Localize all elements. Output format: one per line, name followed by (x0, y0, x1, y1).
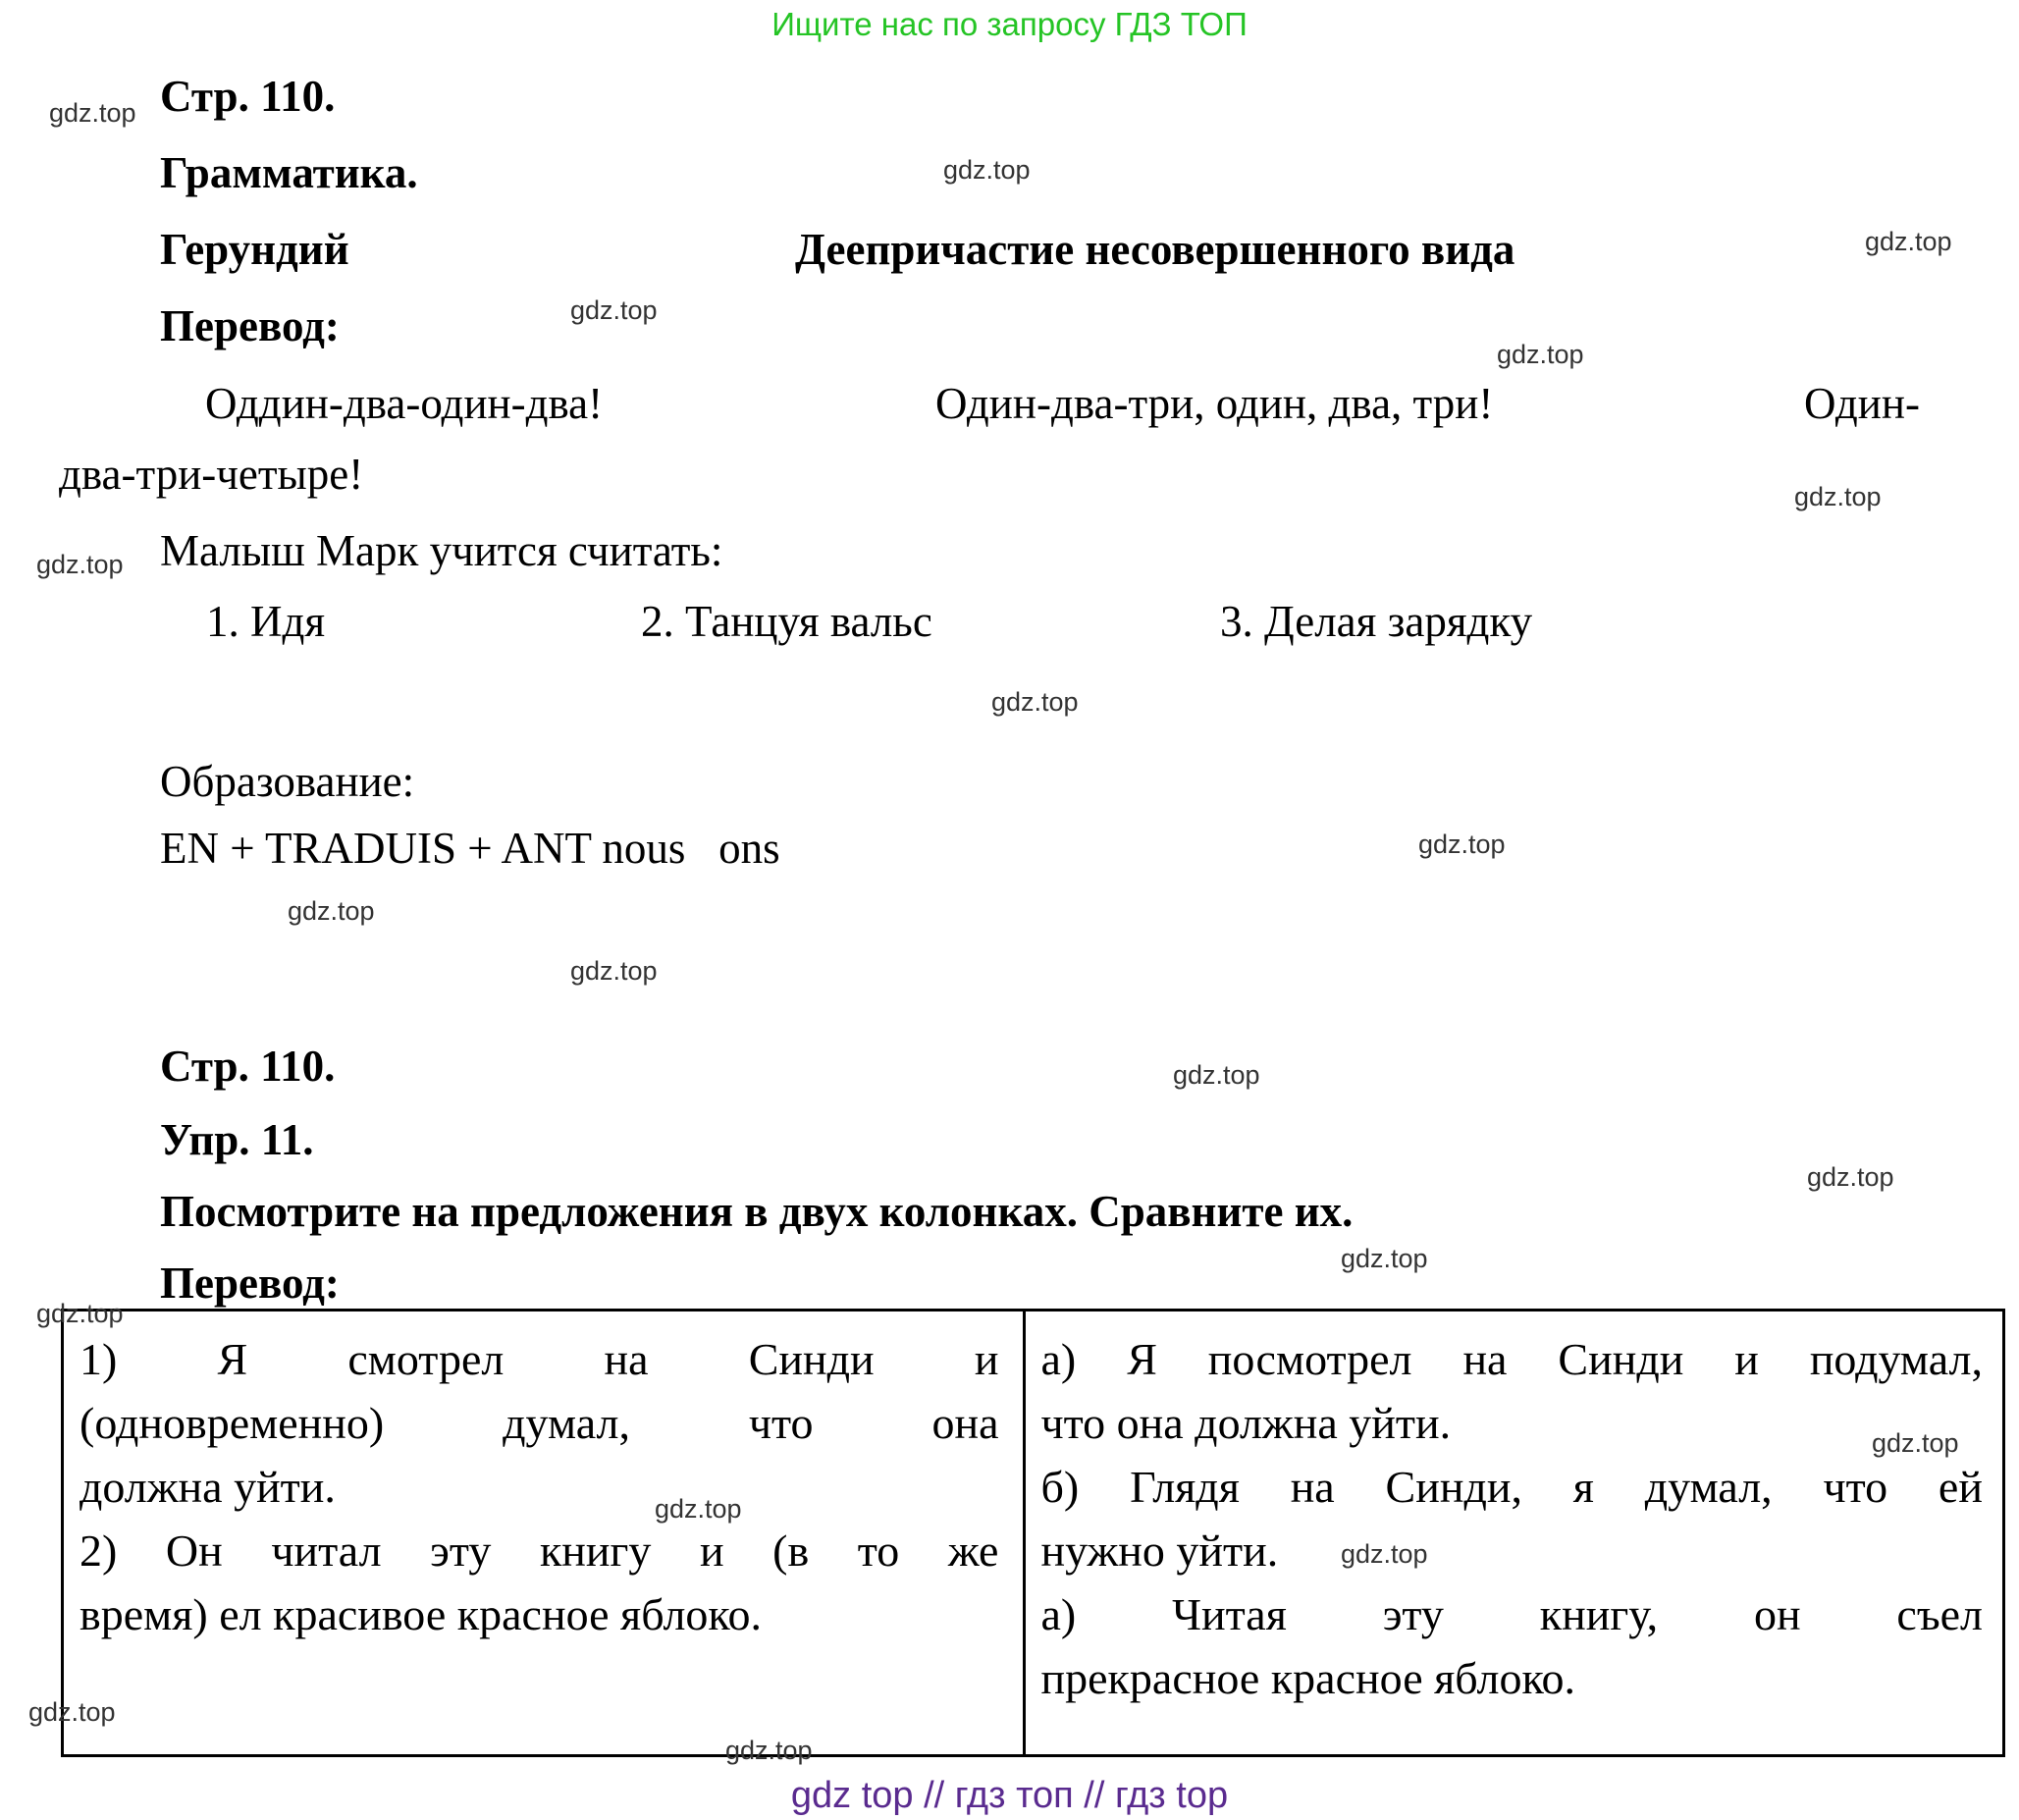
watermark: gdz.top (1807, 1162, 1894, 1192)
table-cell-left (64, 1311, 1026, 1754)
table-word: на (1290, 1462, 1335, 1512)
gerund-heading-left: Герундий (160, 225, 349, 274)
watermark: gdz.top (36, 550, 124, 579)
table-line: прекрасное красное яблоко. (1040, 1653, 1575, 1703)
watermark: gdz.top (49, 98, 136, 128)
table-word: и (974, 1334, 999, 1384)
table-word: а) (1040, 1589, 1077, 1639)
table-word: я (1572, 1462, 1594, 1512)
footer-brand: gdz top // гдз топ // гдз top (790, 1775, 1229, 1816)
table-word: и (699, 1526, 724, 1576)
table-line (1041, 1327, 1983, 1391)
table-word: он (1753, 1589, 1801, 1639)
table-word: Синди (1558, 1334, 1684, 1384)
table-word: а) (1040, 1334, 1077, 1384)
section2-exercise-heading: Упр. 11. (160, 1115, 314, 1164)
table-word: что (748, 1398, 814, 1448)
table-word: посмотрел (1207, 1334, 1412, 1384)
table-word: ей (1938, 1462, 1983, 1512)
watermark: gdz.top (1872, 1428, 1959, 1458)
watermark: gdz.top (943, 155, 1031, 185)
table-word: читал (271, 1526, 382, 1576)
table-line (80, 1519, 999, 1582)
promo-banner: Ищите нас по запросу ГДЗ ТОП (771, 6, 1248, 42)
table-word: смотрел (347, 1334, 505, 1384)
watermark: gdz.top (1794, 482, 1882, 511)
section2-translation-heading: Перевод: (160, 1258, 340, 1308)
table-word: (в (772, 1526, 810, 1576)
table-line: что она должна уйти. (1040, 1398, 1452, 1448)
table-word: то (857, 1526, 900, 1576)
table-word: думал, (503, 1398, 631, 1448)
table-word: на (604, 1334, 649, 1384)
watermark: gdz.top (28, 1697, 116, 1727)
gerund-heading-right: Деепричастие несовершенного вида (795, 225, 1515, 274)
watermark: gdz.top (570, 956, 658, 986)
table-word: съел (1896, 1589, 1983, 1639)
table-word: думал, (1644, 1462, 1773, 1512)
table-word: на (1462, 1334, 1508, 1384)
watermark: gdz.top (36, 1299, 124, 1328)
watermark: gdz.top (1418, 830, 1506, 859)
table-word: Я (1127, 1334, 1157, 1384)
table-word: же (947, 1526, 999, 1576)
table-line (1041, 1582, 1983, 1646)
table-line: должна уйти. (80, 1462, 336, 1512)
count-segment-3: Один- (1804, 379, 1920, 428)
watermark: gdz.top (655, 1494, 742, 1524)
comparison-table (61, 1309, 2005, 1757)
section2-task: Посмотрите на предложения в двух колонках. Сравните их. (160, 1187, 1354, 1236)
mark-line: Малыш Марк учится считать: (160, 526, 723, 575)
watermark: gdz.top (1497, 340, 1584, 369)
watermark: gdz.top (991, 687, 1079, 717)
formation-heading: Образование: (160, 757, 415, 806)
page-heading: Стр. 110. (160, 72, 336, 121)
count-segment-2: Один-два-три, один, два, три! (935, 379, 1494, 428)
table-word: Я (217, 1334, 248, 1384)
table-word: она (931, 1398, 999, 1448)
table-word: б) (1040, 1462, 1080, 1512)
table-word: подумал, (1809, 1334, 1983, 1384)
table-word: Синди, (1385, 1462, 1522, 1512)
formation-formula: EN + TRADUIS + ANT nous ons (160, 824, 780, 873)
watermark: gdz.top (1865, 227, 1952, 256)
watermark: gdz.top (570, 295, 658, 325)
table-line: время) ел красивое красное яблоко. (80, 1589, 762, 1639)
table-line (80, 1327, 999, 1391)
watermark: gdz.top (725, 1736, 813, 1765)
table-word: 1) (80, 1334, 118, 1384)
table-word: Он (165, 1526, 223, 1576)
table-word: книгу (539, 1526, 652, 1576)
table-word: эту (430, 1526, 492, 1576)
count-wrap-line: два-три-четыре! (59, 450, 364, 499)
table-word: книгу, (1539, 1589, 1659, 1639)
list-item-3: 3. Делая зарядку (1220, 597, 1533, 646)
table-line (1041, 1455, 1983, 1519)
table-word: эту (1382, 1589, 1444, 1639)
section2-page-heading: Стр. 110. (160, 1042, 336, 1091)
table-word: (одновременно) (80, 1398, 385, 1448)
table-line (80, 1391, 999, 1455)
translation-heading: Перевод: (160, 301, 340, 350)
table-word: Читая (1172, 1589, 1287, 1639)
list-item-2: 2. Танцуя вальс (641, 597, 932, 646)
table-word: Глядя (1130, 1462, 1240, 1512)
watermark: gdz.top (1341, 1539, 1428, 1569)
watermark: gdz.top (1341, 1244, 1428, 1273)
count-segment-1: Оддин-два-один-два! (205, 379, 604, 428)
list-item-1: 1. Идя (206, 597, 326, 646)
table-word: и (1734, 1334, 1759, 1384)
watermark: gdz.top (1173, 1060, 1260, 1090)
table-word: Синди (748, 1334, 875, 1384)
grammar-heading: Грамматика. (160, 148, 418, 197)
watermark: gdz.top (288, 896, 375, 926)
table-word: 2) (80, 1526, 118, 1576)
table-line: нужно уйти. (1040, 1526, 1279, 1576)
table-word: что (1823, 1462, 1888, 1512)
table-cell-right (1026, 1311, 2002, 1754)
